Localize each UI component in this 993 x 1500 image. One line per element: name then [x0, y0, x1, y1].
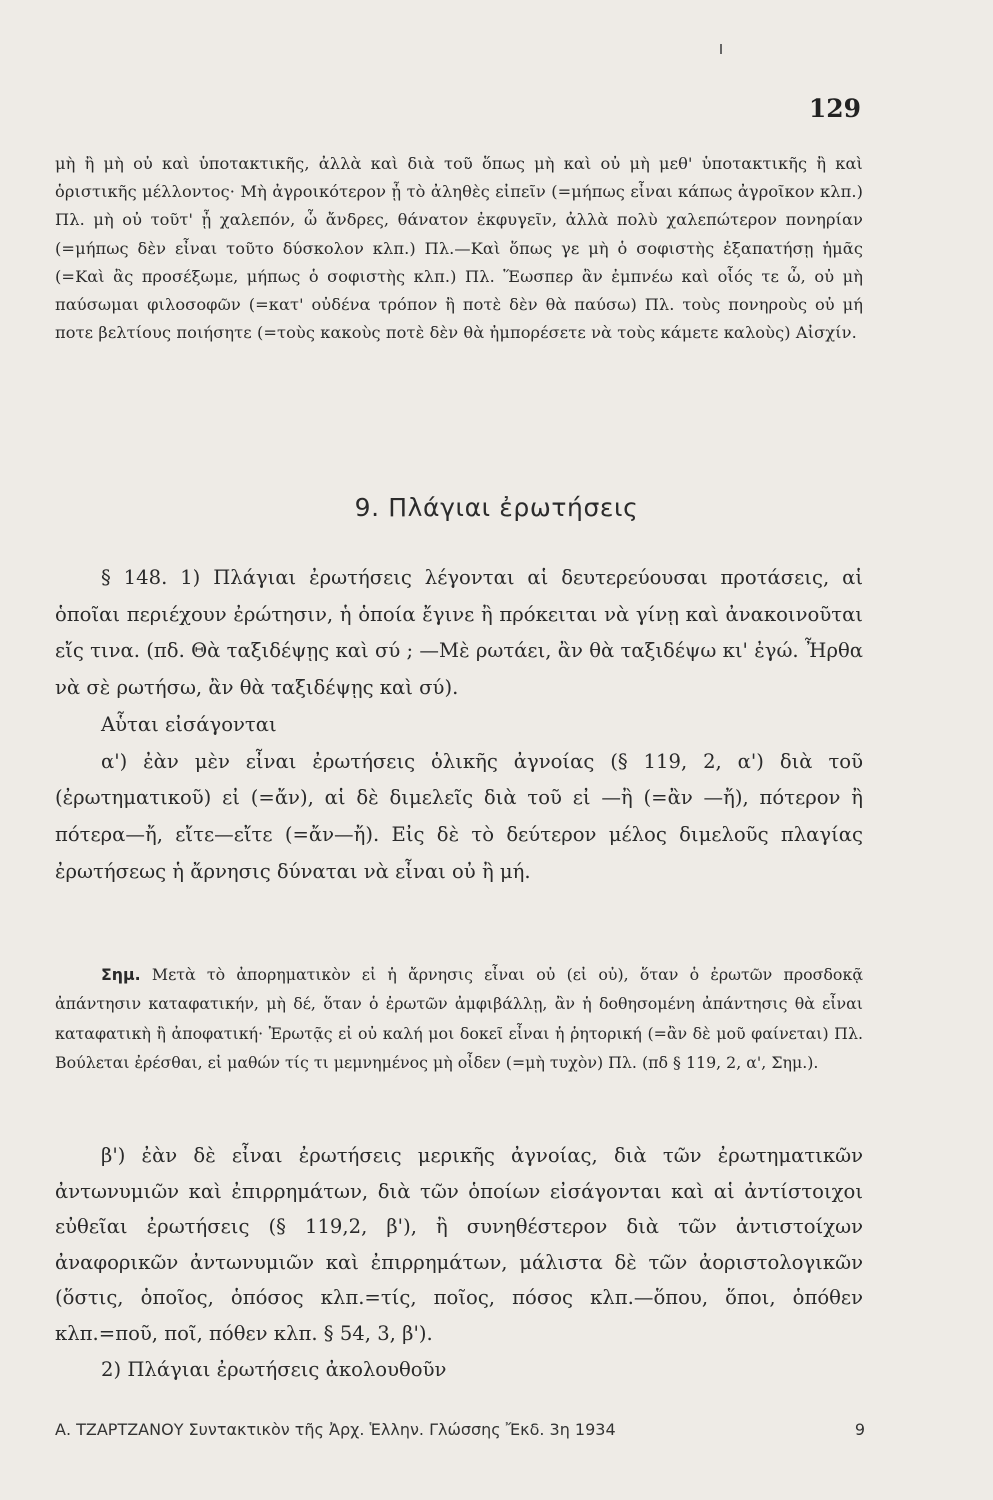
note-label: Σημ. [101, 965, 141, 984]
paragraph-2: 2) Πλάγιαι ἐρωτήσεις ἀκολουθοῦν [101, 1357, 447, 1381]
footer-signature: 9 [854, 1420, 865, 1439]
section-heading: 9. Πλάγιαι ἐρωτήσεις [354, 493, 639, 522]
section-beta [55, 1138, 863, 1387]
margin-mark [720, 44, 722, 54]
paragraph-alpha: α') ἐὰν μὲν εἶναι ἐρωτήσεις ὁλικῆς ἀγνοίας (§ 119, 2, α') διὰ τοῦ (ἐρωτηματικοῦ) εἰ (=ἄν), αἱ δὲ διμελεῖς διὰ τοῦ εἰ —ἢ (=ἂν —ἤ), πότερον ἢ πότερα—ἤ, εἴτε—εἴτε (=ἄν—ἤ). Εἰς δὲ τὸ δεύτερον μέλος διμελοῦς πλαγίας ἐρωτήσεως ἡ ἄρνησις δύναται νὰ εἶναι οὐ ἢ μή. [55, 749, 863, 883]
small-text: μὴ ἢ μὴ οὐ καὶ ὑποτακτικῆς, ἀλλὰ καὶ διὰ τοῦ ὅπως μὴ καὶ οὐ μὴ μεθ' ὑποτακτικῆς ἢ καὶ ὁριστικῆς μέλλοντος· Μὴ ἀγροικότερον ᾖ τὸ ἀληθὲς εἰπεῖν (=μήπως εἶναι κάπως ἀγροῖκον κλπ.) Πλ. μὴ οὐ τοῦτ' ᾖ χαλεπόν, ὦ ἄνδρες, θάνατον ἐκφυγεῖν, ἀλλὰ πολὺ χαλεπώτερον πονηρίαν (=μήπως δὲν εἶναι τοῦτο δύσκολον κλπ.) Πλ.—Καὶ ὅπως γε μὴ ὁ σοφιστὴς ἐξαπατήσῃ ἡμᾶς (=Καὶ ἂς προσέξωμε, μήπως ὁ σοφιστὴς κλπ.) Πλ. Ἕωσπερ ἂν ἐμπνέω καὶ οἷός τε ὦ, οὐ μὴ παύσωμαι φιλοσοφῶν (=κατ' οὐδένα τρόπον ἢ ποτὲ δὲν θὰ παύσω) Πλ. τοὺς πονηροὺς οὐ μή ποτε βελτίους ποιήσητε (=τοὺς κακοὺς ποτὲ δὲν θὰ ἠμπορέσετε νὰ τοὺς κάμετε καλοὺς) Αἰσχίν. [55, 154, 863, 343]
main-section [55, 560, 863, 890]
footer-citation: Α. ΤΖΑΡΤΖΑΝΟΥ Συντακτικὸν τῆς Ἀρχ. Ἑλλην. Γλώσσης Ἔκδ. 3η 1934 [55, 1420, 616, 1439]
note-section [55, 960, 863, 1078]
note-text: Μετὰ τὸ ἀπορηματικὸν εἰ ἡ ἄρνησις εἶναι οὐ (εἰ οὐ), ὅταν ὁ ἐρωτῶν προσδοκᾷ ἀπάντησιν καταφατικήν, μὴ δέ, ὅταν ὁ ἐρωτῶν ἀμφιβάλλῃ, ἂν ἡ δοθησομένη ἀπάντησις θὰ εἶναι καταφατικὴ ἢ ἀποφατική· Ἐρωτᾷς εἰ οὐ καλή μοι δοκεῖ εἶναι ἡ ῥητορική (=ἂν δὲ μοῦ φαίνεται) Πλ. Βούλεται ἐρέσθαι, εἰ μαθών τίς τι μεμνημένος μὴ οἶδεν (=μὴ τυχὸν) Πλ. (πδ § 119, 2, α', Σημ.). [55, 965, 863, 1073]
paragraph-introduced: Αὗται εἰσάγονται [101, 712, 277, 736]
paragraph-beta: β') ἐὰν δὲ εἶναι ἐρωτήσεις μερικῆς ἀγνοίας, διὰ τῶν ἐρωτηματικῶν ἀντωνυμιῶν καὶ ἐπιρρημάτων, διὰ τῶν ὁποίων εἰσάγονται καὶ αἱ ἀντίστοιχοι εὐθεῖαι ἐρωτήσεις (§ 119,2, β'), ἢ συνηθέστερον διὰ τῶν ἀντιστοίχων ἀναφορικῶν ἀντωνυμιῶν καὶ ἐπιρρημάτων, μάλιστα δὲ τῶν ἀοριστολογικῶν (ὅστις, ὁποῖος, ὁπόσος κλπ.=τίς, ποῖος, πόσος κλπ.—ὅπου, ὅποι, ὁπόθεν κλπ.=ποῦ, ποῖ, πόθεν κλπ. § 54, 3, β'). [55, 1144, 863, 1345]
page-number: 129 [808, 94, 861, 123]
continuation-paragraph [55, 150, 863, 347]
page-footer [55, 1420, 865, 1439]
paragraph-148: § 148. 1) Πλάγιαι ἐρωτήσεις λέγονται αἱ δευτερεύουσαι προτάσεις, αἱ ὁποῖαι περιέχουν ἐρώτησιν, ἡ ὁποία ἔγινε ἢ πρόκειται νὰ γίνῃ καὶ ἀνακοινοῦται εἴς τινα. (πδ. Θὰ ταξιδέψῃς καὶ σύ ; —Μὲ ρωτάει, ἂν θὰ ταξιδέψω κι' ἐγώ. Ἦρθα νὰ σὲ ρωτήσω, ἂν θὰ ταξιδέψῃς καὶ σύ). [55, 566, 863, 700]
